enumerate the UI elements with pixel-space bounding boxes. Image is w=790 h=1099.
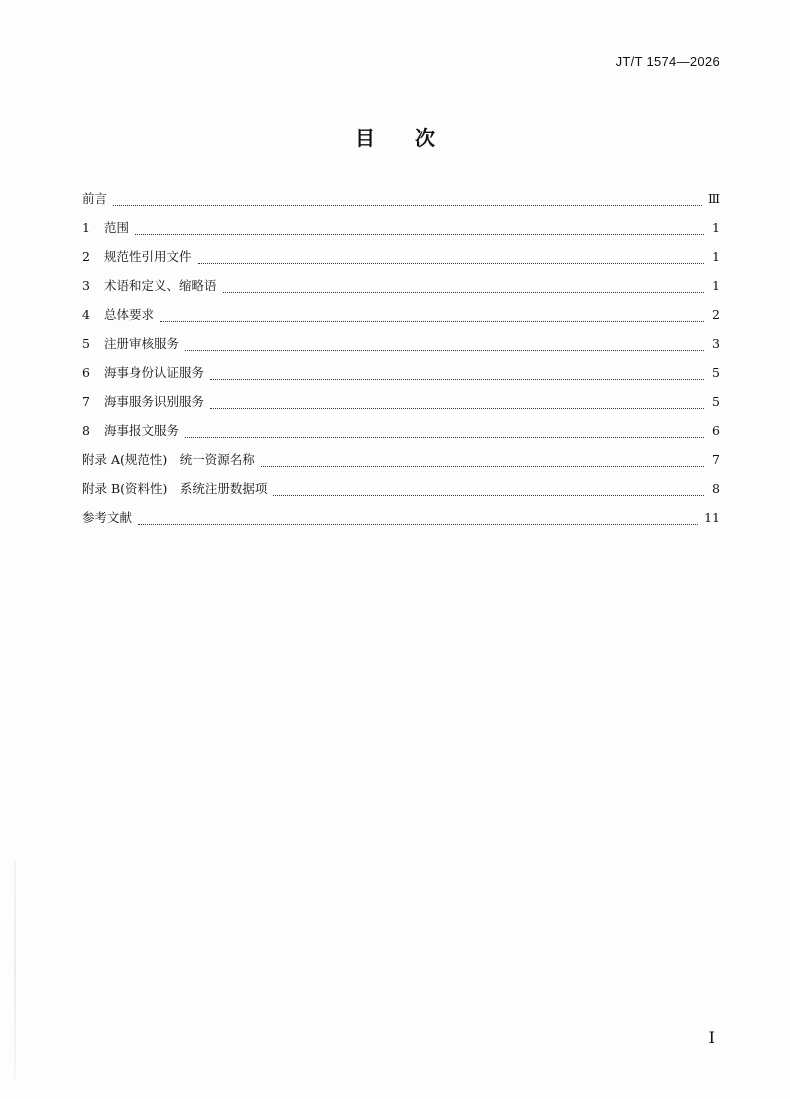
- dot-leader: [198, 263, 704, 264]
- toc-entry-annex-a[interactable]: [82, 450, 720, 479]
- dot-leader: [138, 524, 698, 525]
- table-of-contents: [82, 189, 720, 537]
- dot-leader: [185, 437, 704, 438]
- toc-entry-label: 注册审核服务: [104, 336, 180, 351]
- toc-entry-number: 1: [82, 220, 90, 235]
- toc-entry-label: 总体要求: [104, 307, 155, 322]
- dot-leader: [210, 379, 704, 380]
- toc-entry-label: 附录 B(资料性) 系统注册数据项: [82, 481, 268, 496]
- toc-entry-label: 海事报文服务: [104, 423, 180, 438]
- toc-entry-page: 5: [712, 394, 720, 409]
- dot-leader: [261, 466, 704, 467]
- toc-entry-page: 2: [712, 307, 720, 322]
- toc-entry-page: 8: [712, 481, 720, 496]
- toc-entry-number: 5: [82, 336, 90, 351]
- toc-entry-label: 附录 A(规范性) 统一资源名称: [82, 452, 255, 467]
- dot-leader: [273, 495, 704, 496]
- toc-entry-3[interactable]: [82, 276, 720, 305]
- dot-leader: [223, 292, 704, 293]
- dot-leader: [160, 321, 704, 322]
- toc-entry-6[interactable]: [82, 363, 720, 392]
- toc-entry-page: 6: [712, 423, 720, 438]
- toc-entry-page: 7: [712, 452, 720, 467]
- toc-entry-label: 海事身份认证服务: [104, 365, 205, 380]
- toc-entry-page: 1: [712, 249, 720, 264]
- toc-entry-label: 规范性引用文件: [104, 249, 192, 264]
- toc-entry-page: 11: [704, 510, 720, 525]
- toc-entry-5[interactable]: [82, 334, 720, 363]
- toc-entry-page: 3: [712, 336, 720, 351]
- dot-leader: [185, 350, 704, 351]
- toc-entry-foreword[interactable]: [82, 189, 720, 218]
- dot-leader: [113, 205, 702, 206]
- toc-entry-1[interactable]: [82, 218, 720, 247]
- toc-entry-number: 4: [82, 307, 90, 322]
- toc-entry-page: 1: [712, 278, 720, 293]
- page-title: 目次: [355, 126, 475, 150]
- toc-entry-number: 7: [82, 394, 90, 409]
- scan-edge-artifact: [14, 860, 16, 1080]
- toc-entry-number: 2: [82, 249, 90, 264]
- toc-entry-page: Ⅲ: [707, 191, 720, 206]
- toc-entry-label: 范围: [104, 220, 130, 235]
- toc-entry-label: 前言: [82, 191, 108, 206]
- dot-leader: [210, 408, 704, 409]
- toc-entry-4[interactable]: [82, 305, 720, 334]
- toc-entry-label: 术语和定义、缩略语: [104, 278, 217, 293]
- dot-leader: [135, 234, 704, 235]
- toc-entry-number: 6: [82, 365, 90, 380]
- toc-entry-annex-b[interactable]: [82, 479, 720, 508]
- toc-entry-2[interactable]: [82, 247, 720, 276]
- toc-entry-label: 参考文献: [82, 510, 133, 525]
- toc-entry-number: 8: [82, 423, 90, 438]
- toc-entry-bibliography[interactable]: [82, 508, 720, 537]
- toc-entry-7[interactable]: [82, 392, 720, 421]
- toc-entry-number: 3: [82, 278, 90, 293]
- toc-entry-page: 1: [712, 220, 720, 235]
- toc-entry-page: 5: [712, 365, 720, 380]
- standard-code: JT/T 1574—2026: [615, 54, 720, 69]
- toc-entry-label: 海事服务识别服务: [104, 394, 205, 409]
- toc-entry-8[interactable]: [82, 421, 720, 450]
- page-number: I: [708, 1028, 715, 1047]
